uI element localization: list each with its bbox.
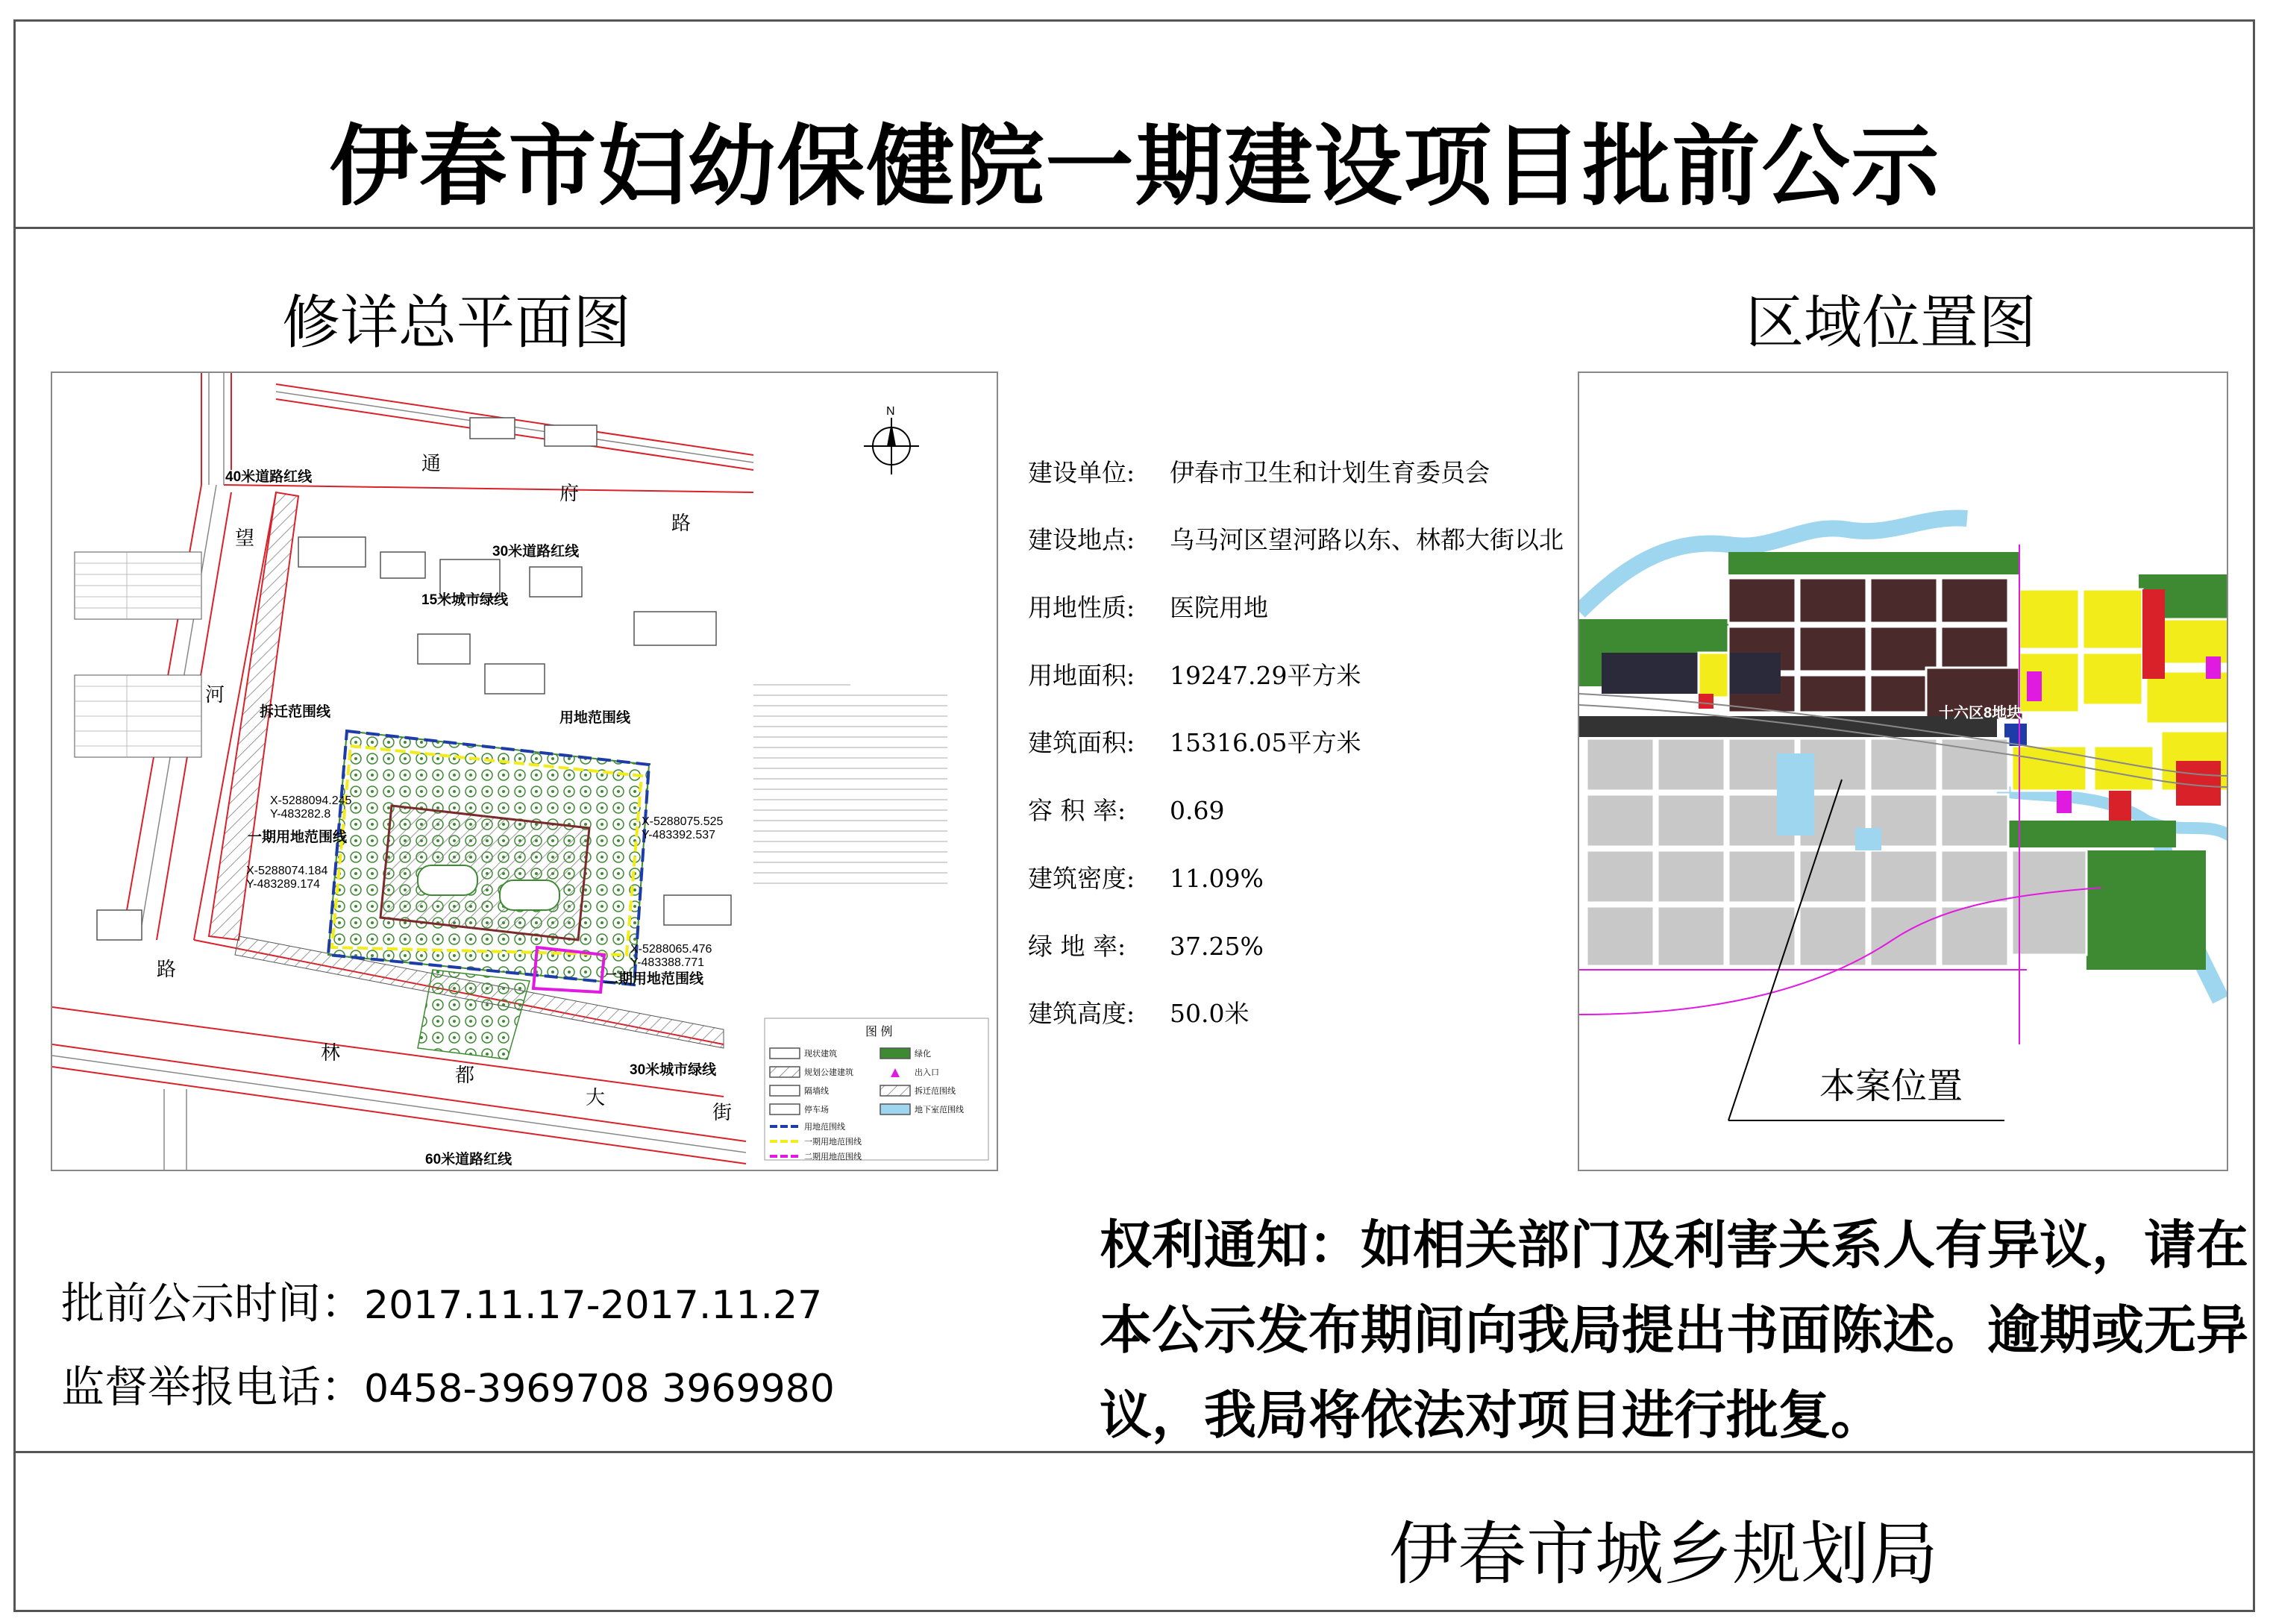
- street-char: 林: [321, 1041, 341, 1064]
- info-value: 医院用地: [1170, 593, 1268, 622]
- label-demolition: 拆迁范围线: [260, 704, 331, 720]
- coord-text: X-5288094.245: [270, 794, 352, 807]
- street-char: 河: [205, 683, 225, 706]
- site-plan-drawing: [52, 373, 998, 1171]
- info-value: 15316.05平方米: [1170, 728, 1361, 757]
- label-phase2: 二期用地范围线: [604, 971, 704, 987]
- publicity-period: [61, 1268, 822, 1331]
- coord-text: X-5288065.476: [630, 943, 712, 956]
- legend-item: 拆迁范围线: [915, 1087, 956, 1096]
- label-road-40m: 40米道路红线: [225, 469, 313, 485]
- coord-text: Y-483289.174: [246, 878, 321, 891]
- legend-item: 地下室范围线: [915, 1106, 964, 1114]
- info-row-floor-area: [1028, 724, 1361, 759]
- label-phase1: 一期用地范围线: [248, 830, 348, 845]
- legend-item: 绿化: [915, 1050, 931, 1059]
- street-char: 都: [455, 1064, 475, 1086]
- info-row-landuse: [1028, 589, 1268, 624]
- label-green-30m: 30米城市绿线: [630, 1062, 717, 1078]
- street-char: 路: [671, 512, 692, 534]
- info-label: 容 积 率:: [1028, 796, 1126, 825]
- info-value: 11.09%: [1170, 864, 1264, 893]
- info-label: 用地性质:: [1028, 593, 1135, 622]
- info-label: 建设单位:: [1028, 458, 1135, 487]
- period-label: 批前公示时间：: [61, 1278, 365, 1329]
- site-plan-title: 修详总平面图: [282, 289, 632, 357]
- rights-notice: 权利通知：如相关部门及利害关系人有异议，请在本公示发布期间向我局提出书面陈述。逾期或无异议，我局将依法对项目进行批复。: [1100, 1214, 2248, 1446]
- info-row-unit: [1028, 454, 1490, 489]
- info-label: 建筑高度:: [1028, 999, 1135, 1028]
- info-row-location: [1028, 521, 1564, 556]
- info-label: 建设地点:: [1028, 525, 1135, 554]
- info-label: 用地面积:: [1028, 661, 1135, 690]
- street-char: 大: [586, 1086, 606, 1109]
- legend-item: 规划公建建筑: [804, 1068, 853, 1077]
- street-char: 街: [712, 1101, 733, 1123]
- legend-item: 用地范围线: [804, 1123, 845, 1132]
- info-label: 绿 地 率:: [1028, 932, 1126, 961]
- info-row-density: [1028, 859, 1264, 894]
- block-label: 十六区8地块: [1939, 705, 2022, 721]
- info-label: 建筑密度:: [1028, 864, 1135, 893]
- info-value: 伊春市卫生和计划生育委员会: [1170, 458, 1490, 487]
- coord-text: X-5288075.525: [642, 815, 724, 828]
- phone-value: 0458-3969708 3969980: [364, 1367, 835, 1411]
- info-row-green-ratio: [1028, 927, 1264, 962]
- issuer-name: 伊春市城乡规划局: [1389, 1514, 1939, 1594]
- phone-label: 监督举报电话：: [61, 1361, 365, 1412]
- info-value: 19247.29平方米: [1170, 661, 1361, 690]
- period-value: 2017.11.17-2017.11.27: [364, 1283, 823, 1328]
- info-row-far: [1028, 791, 1224, 827]
- region-map-title: 区域位置图: [1746, 289, 2037, 357]
- info-label: 建筑面积:: [1028, 728, 1135, 757]
- info-row-height: [1028, 994, 1249, 1029]
- legend-item: 一期用地范围线: [804, 1138, 862, 1147]
- info-value: 37.25%: [1170, 932, 1264, 961]
- label-road-60m: 60米道路红线: [425, 1152, 512, 1167]
- street-char: 府: [559, 482, 580, 504]
- legend-item: 现状建筑: [804, 1050, 837, 1059]
- coord-text: Y-483388.771: [630, 956, 705, 969]
- site-plan-panel: [51, 371, 998, 1171]
- label-road-30m: 30米道路红线: [492, 544, 580, 559]
- label-landuse: 用地范围线: [559, 710, 631, 726]
- legend-item: 停车场: [804, 1106, 829, 1114]
- info-value: 50.0米: [1170, 999, 1250, 1028]
- coord-text: X-5288074.184: [246, 865, 328, 877]
- legend-title: 图 例: [865, 1026, 893, 1038]
- street-char: 路: [157, 958, 177, 980]
- region-map-panel: [1578, 371, 2228, 1171]
- coord-text: Y-483282.8: [270, 808, 331, 821]
- legend-item: 隔墙线: [804, 1087, 829, 1096]
- label-green-15m: 15米城市绿线: [421, 592, 509, 608]
- north-label: N: [886, 405, 895, 418]
- title-divider: [13, 227, 2255, 229]
- street-char: 通: [421, 452, 442, 474]
- street-char: 望: [235, 527, 255, 549]
- north-arrow-icon: [864, 418, 919, 474]
- page-title: 伊春市妇幼保健院一期建设项目批前公示: [329, 115, 1941, 218]
- project-location-label: 本案位置: [1819, 1065, 1963, 1107]
- legend-item: 出入口: [915, 1068, 939, 1077]
- info-value: 乌马河区望河路以东、林都大街以北: [1170, 525, 1564, 554]
- report-phone: [61, 1352, 835, 1414]
- info-row-site-area: [1028, 656, 1361, 692]
- info-value: 0.69: [1170, 796, 1225, 825]
- coord-text: Y-483392.537: [642, 829, 716, 841]
- legend-item: 二期用地范围线: [804, 1153, 862, 1161]
- region-map-drawing: [1579, 373, 2228, 1171]
